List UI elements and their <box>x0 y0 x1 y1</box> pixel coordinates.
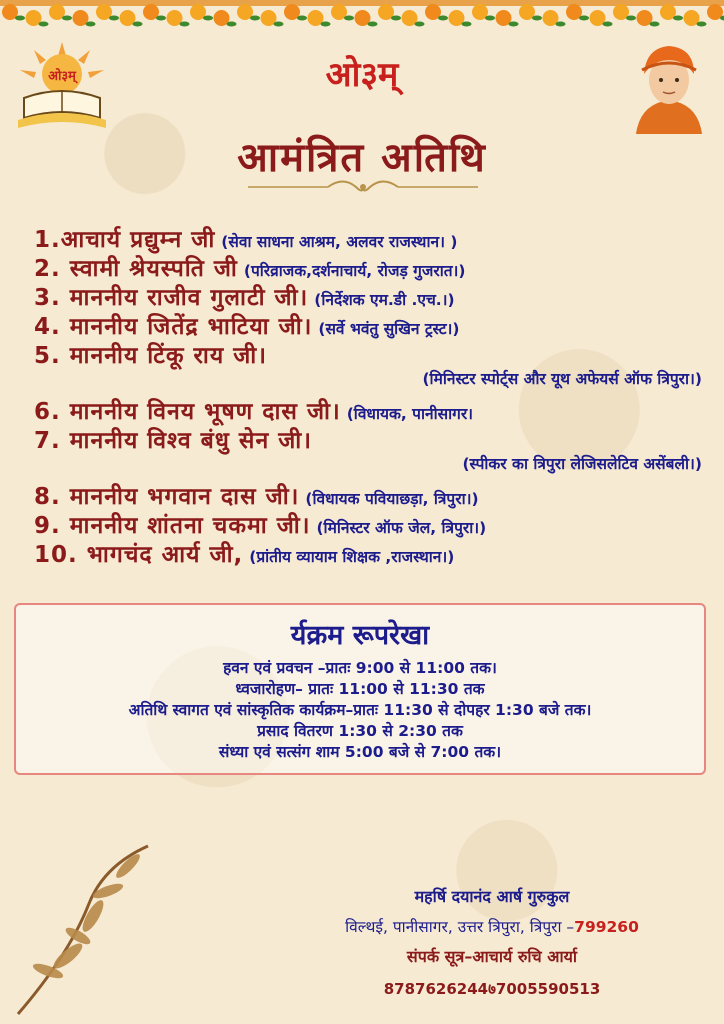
garland-leaf <box>697 22 707 27</box>
program-title: र्यक्रम रूपरेखा <box>290 620 430 651</box>
guest-item <box>34 508 714 537</box>
garland-leaf <box>462 22 472 27</box>
garland-leaf <box>62 16 72 21</box>
guest-description: (विधायक, पानीसागर। <box>346 405 474 423</box>
guest-description: (प्रांतीय व्यायाम शिक्षक ,राजस्थान।) <box>249 548 455 566</box>
guest-item-description-row <box>34 452 714 479</box>
schedule-line: प्रसाद वितरण 1:30 से 2:30 तक <box>257 722 463 740</box>
guest-item <box>34 394 714 423</box>
garland-leaf <box>250 16 260 21</box>
address-text: विल्थई, पानीसागर, उत्तर त्रिपुरा, त्रिपुरा – <box>345 918 575 936</box>
guest-item <box>34 423 714 452</box>
contact-person: संपर्क सूत्र–आचार्य रुचि आर्या <box>406 947 578 966</box>
guest-list <box>34 222 714 566</box>
page-title: आमंत्रित अतिथि <box>237 135 487 181</box>
org-name: महर्षि दयानंद आर्ष गुरुकुल <box>414 887 570 906</box>
schedule-line: संध्या एवं सत्संग शाम 5:00 बजे से 7:00 तक। <box>218 743 502 761</box>
guest-name: 3. माननीय राजीव गुलाटी जी। <box>34 285 309 311</box>
decorative-plant <box>8 836 178 1016</box>
guest-description: (सेवा साधना आश्रम, अलवर राजस्थान। ) <box>221 233 458 251</box>
garland-leaf <box>673 16 683 21</box>
logo-om-text: ओ३म् <box>48 69 76 84</box>
schedule-line: हवन एवं प्रवचन –प्रातः 9:00 से 11:00 तक। <box>223 659 497 677</box>
guest-description: (परिव्राजक,दर्शनाचार्य, रोजड़ गुजरात।) <box>243 262 466 280</box>
guest-name: 4. माननीय जितेंद्र भाटिया जी। <box>34 314 313 340</box>
ornamental-divider <box>248 176 478 198</box>
garland-leaf <box>321 22 331 27</box>
guest-description: (विधायक पवियाछड़ा, त्रिपुरा।) <box>305 490 479 508</box>
om-heading: ओ३म् <box>325 55 399 95</box>
guest-item-description-row <box>34 367 714 394</box>
garland-leaf <box>39 22 49 27</box>
garland-leaf <box>391 16 401 21</box>
guest-name: 8. माननीय भगवान दास जी। <box>34 484 300 510</box>
guest-name: 10. भागचंद आर्य जी, <box>34 542 244 568</box>
garland-leaf <box>603 22 613 27</box>
garland-leaf <box>532 16 542 21</box>
guest-name: 6. माननीय विनय भूषण दास जी। <box>34 399 341 425</box>
guest-item <box>34 309 714 338</box>
garland-leaf <box>297 16 307 21</box>
footer-contact <box>282 882 702 1006</box>
guest-description: (मिनिस्टर स्पोर्ट्स और यूथ अफेयर्स ऑफ त्रिपुरा।) <box>422 370 702 388</box>
garland-leaf <box>86 22 96 27</box>
garland-leaf <box>509 22 519 27</box>
guest-item <box>34 280 714 309</box>
garland-leaf <box>133 22 143 27</box>
garland-leaf <box>109 16 119 21</box>
schedule-line: अतिथि स्वागत एवं सांस्कृतिक कार्यक्रम–प्रातः 11:30 से दोपहर 1:30 बजे तक। <box>128 701 592 719</box>
guest-description: (मिनिस्टर ऑफ जेल, त्रिपुरा।) <box>316 519 487 537</box>
garland-leaf <box>156 16 166 21</box>
garland-leaf <box>556 22 566 27</box>
garland-leaf <box>180 22 190 27</box>
schedule-line: ध्वजारोहण– प्रातः 11:00 से 11:30 तक <box>235 680 485 698</box>
guest-description: (स्पीकर का त्रिपुरा लेजिसलेटिव असेंबली।) <box>462 455 702 473</box>
guest-name: 9. माननीय शांतना चकमा जी। <box>34 513 311 539</box>
guest-name: 2. स्वामी श्रेयस्पति जी <box>34 256 238 282</box>
guest-name: 1.आचार्य प्रद्युम्न जी <box>34 227 216 253</box>
program-schedule-box <box>14 603 706 775</box>
guest-name: 5. माननीय टिंकू राय जी। <box>34 343 267 369</box>
garland-leaf <box>415 22 425 27</box>
guest-item <box>34 222 714 251</box>
guest-name: 7. माननीय विश्व बंधु सेन जी। <box>34 428 312 454</box>
org-address <box>282 912 702 942</box>
guest-item <box>34 537 714 566</box>
pincode: 799260 <box>574 918 639 936</box>
garland-leaf <box>227 22 237 27</box>
garland-leaf <box>485 16 495 21</box>
guest-item <box>34 338 714 367</box>
garland-leaf <box>579 16 589 21</box>
guest-description: (सर्वे भवंतु सुखिन ट्रस्ट।) <box>318 320 460 338</box>
garland-leaf <box>15 16 25 21</box>
guest-item <box>34 251 714 280</box>
garland-leaf <box>626 16 636 21</box>
garland-leaf <box>438 16 448 21</box>
garland-leaf <box>650 22 660 27</box>
guest-item <box>34 479 714 508</box>
guest-description: (निर्देशक एम.डी .एच.।) <box>314 291 455 309</box>
garland-leaf <box>274 22 284 27</box>
garland-leaf <box>368 22 378 27</box>
garland-leaf <box>344 16 354 21</box>
garland-leaf <box>203 16 213 21</box>
marigold-garland <box>0 0 724 34</box>
phone-numbers: 8787626244७7005590513 <box>383 980 601 998</box>
